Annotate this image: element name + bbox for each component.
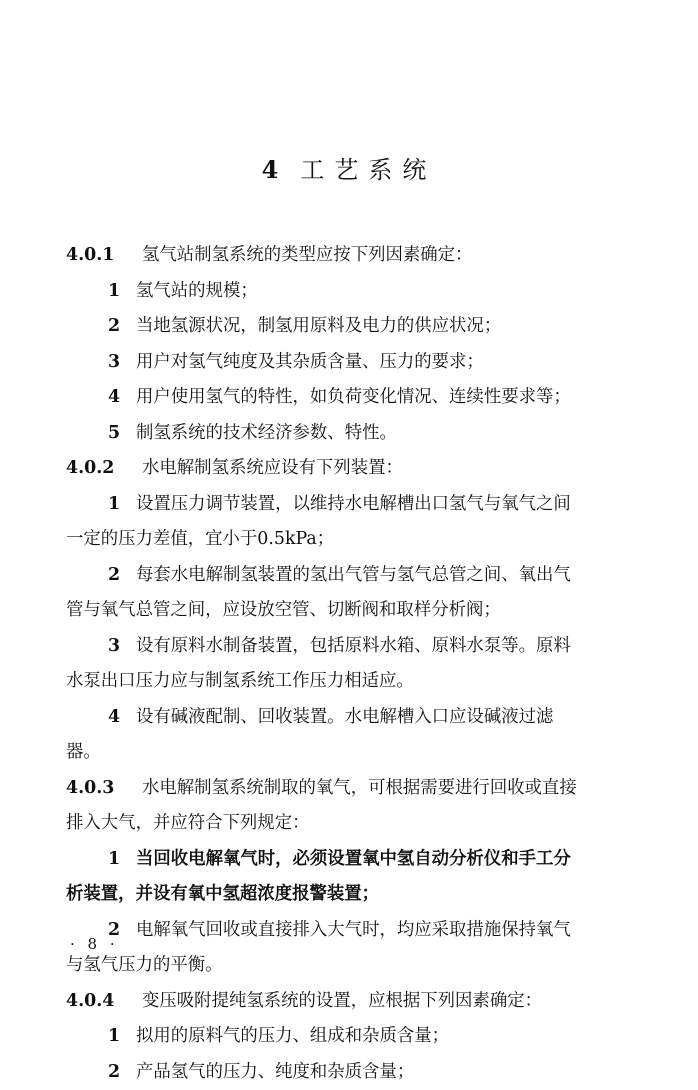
item-text: 制氢系统的技术经济参数、特性。 bbox=[136, 423, 397, 443]
item-number: 2 bbox=[108, 558, 136, 594]
clause-text: 氢气站制氢系统的类型应按下列因素确定： bbox=[142, 245, 472, 265]
item-continuation: 水泵出口压力应与制氢系统工作压力相适应。 bbox=[66, 664, 618, 700]
item-text: 拟用的原料气的压力、组成和杂质含量； bbox=[136, 1026, 449, 1046]
list-item bbox=[66, 913, 618, 949]
list-item-mandatory bbox=[66, 842, 618, 878]
list-item bbox=[66, 629, 618, 665]
clause-number: 4.0.3 bbox=[66, 771, 142, 807]
clause-number: 4.0.4 bbox=[66, 984, 142, 1020]
item-continuation: 析装置，并设有氧中氢超浓度报警装置； bbox=[66, 877, 618, 913]
clause-text: 水电解制氢系统应设有下列装置： bbox=[142, 458, 403, 478]
clause-text: 水电解制氢系统制取的氧气，可根据需要进行回收或直接 bbox=[142, 778, 577, 798]
item-text: 设有碱液配制、回收装置。水电解槽入口应设碱液过滤 bbox=[136, 707, 553, 727]
item-number: 3 bbox=[108, 345, 136, 381]
list-item bbox=[66, 1055, 618, 1090]
item-number: 4 bbox=[108, 700, 136, 736]
chapter-heading bbox=[0, 150, 698, 185]
item-text: 用户使用氢气的特性，如负荷变化情况、连续性要求等； bbox=[136, 387, 571, 407]
clause-4-0-2 bbox=[66, 451, 618, 487]
item-number: 1 bbox=[108, 274, 136, 310]
item-number: 1 bbox=[108, 1019, 136, 1055]
item-text: 设置压力调节装置，以维持水电解槽出口氢气与氧气之间 bbox=[136, 494, 571, 514]
item-text: 氢气站的规模； bbox=[136, 281, 258, 301]
item-continuation: 管与氧气总管之间，应设放空管、切断阀和取样分析阀； bbox=[66, 593, 618, 629]
list-item bbox=[66, 487, 618, 523]
item-number: 2 bbox=[108, 309, 136, 345]
list-item bbox=[66, 416, 618, 452]
item-number: 1 bbox=[108, 842, 136, 878]
item-text: 当回收电解氧气时，必须设置氧中氢自动分析仪和手工分 bbox=[136, 849, 571, 869]
item-text: 每套水电解制氢装置的氢出气管与氢气总管之间、氧出气 bbox=[136, 565, 571, 585]
item-number: 2 bbox=[108, 1055, 136, 1090]
item-text: 产品氢气的压力、纯度和杂质含量； bbox=[136, 1062, 414, 1082]
item-text: 设有原料水制备装置，包括原料水箱、原料水泵等。原料 bbox=[136, 636, 571, 656]
item-number: 4 bbox=[108, 380, 136, 416]
clause-number: 4.0.2 bbox=[66, 451, 142, 487]
clause-text: 变压吸附提纯氢系统的设置，应根据下列因素确定： bbox=[142, 991, 542, 1011]
item-number: 5 bbox=[108, 416, 136, 452]
item-continuation: 一定的压力差值，宜小于0.5kPa； bbox=[66, 522, 618, 558]
item-continuation: 与氢气压力的平衡。 bbox=[66, 948, 618, 984]
chapter-title-text: 工艺系统 bbox=[300, 156, 436, 184]
list-item bbox=[66, 345, 618, 381]
clause-4-0-4 bbox=[66, 984, 618, 1020]
list-item bbox=[66, 558, 618, 594]
list-item bbox=[66, 380, 618, 416]
item-number: 1 bbox=[108, 487, 136, 523]
item-text: 用户对氢气纯度及其杂质含量、压力的要求； bbox=[136, 352, 484, 372]
list-item bbox=[66, 274, 618, 310]
item-text: 电解氧气回收或直接排入大气时，均应采取措施保持氧气 bbox=[136, 920, 571, 940]
item-text: 当地氢源状况，制氢用原料及电力的供应状况； bbox=[136, 316, 501, 336]
item-number: 2 bbox=[108, 913, 136, 949]
page-number: · 8 · bbox=[70, 935, 119, 953]
clause-4-0-3 bbox=[66, 771, 618, 807]
item-continuation: 器。 bbox=[66, 735, 618, 771]
clause-number: 4.0.1 bbox=[66, 238, 142, 274]
chapter-number: 4 bbox=[262, 155, 279, 184]
clause-continuation: 排入大气，并应符合下列规定： bbox=[66, 806, 618, 842]
item-number: 3 bbox=[108, 629, 136, 665]
list-item bbox=[66, 309, 618, 345]
list-item bbox=[66, 700, 618, 736]
chapter-body bbox=[66, 238, 618, 1090]
clause-4-0-1 bbox=[66, 238, 618, 274]
list-item bbox=[66, 1019, 618, 1055]
